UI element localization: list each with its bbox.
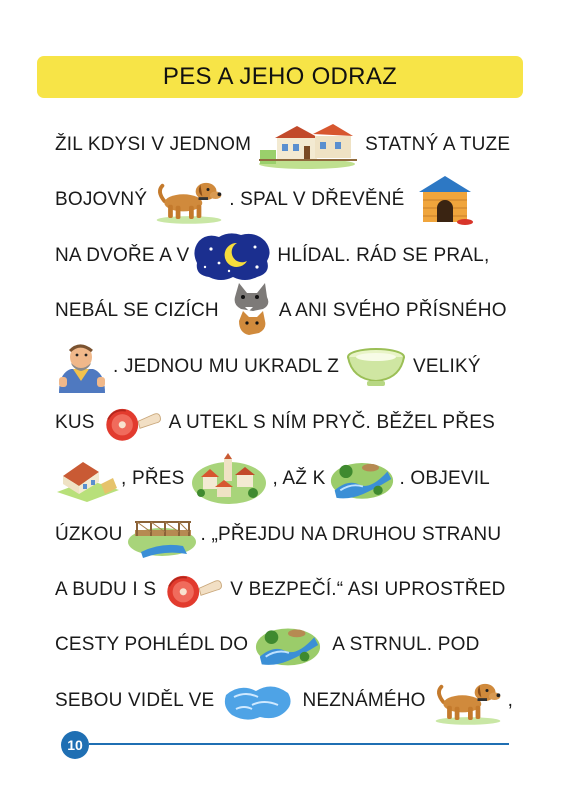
story-text: CESTY POHLÉDL DO [55, 634, 249, 655]
story-text: A STRNUL. POD [332, 634, 480, 655]
story-text: NEBÁL SE CIZÍCH [55, 300, 219, 321]
bridge-icon [127, 512, 197, 558]
story-text: , [507, 690, 514, 711]
story-line [55, 676, 513, 726]
story-text: ÚZKOU [55, 524, 123, 545]
village-icon [257, 120, 359, 170]
story-text: BOJOVNÝ [55, 189, 148, 210]
story-text: . SPAL V DŘEVĚNÉ [229, 189, 405, 210]
story-text: HLÍDAL. RÁD SE PRAL, [277, 245, 490, 266]
story-text: A UTEKL S NÍM PRYČ. BĚŽEL PŘES [168, 412, 495, 433]
story-line [55, 565, 506, 615]
story-line [55, 620, 480, 670]
story-line [55, 342, 481, 392]
meat-icon [162, 568, 224, 612]
footer-divider [89, 743, 509, 745]
night-sky-icon [193, 231, 273, 281]
story-text: A ANI SVÉHO PŘÍSNÉHO [278, 300, 507, 321]
water-icon [222, 681, 294, 721]
title-banner [37, 56, 523, 98]
story-text: V BEZPEČÍ.“ ASI UPROSTŘED [230, 579, 506, 600]
story-line [55, 120, 510, 170]
story-text: NA DVOŘE A V [55, 245, 190, 266]
dog-icon [151, 175, 227, 225]
story-text: A BUDU I S [55, 579, 157, 600]
page-title: PES A JEHO ODRAZ [162, 63, 398, 90]
story-text: ŽIL KDYSI V JEDNOM [55, 134, 252, 155]
river-icon [329, 456, 395, 502]
farm-icon [55, 454, 121, 504]
farmer-icon [55, 341, 109, 393]
story-line [55, 398, 495, 448]
story-line [55, 231, 489, 281]
story-text: , PŘES [121, 468, 185, 489]
story-text: VELIKÝ [413, 356, 481, 377]
story-text: . „PŘEJDU NA DRUHOU STRANU [200, 524, 502, 545]
story-text: STATNÝ A TUZE [365, 134, 511, 155]
dog-icon [430, 676, 506, 726]
river-icon [254, 620, 322, 670]
town-icon [191, 453, 267, 505]
story-line [55, 454, 490, 504]
story-text: NEZNÁMÉHO [302, 690, 426, 711]
meat-icon [101, 401, 163, 445]
story-text: . OBJEVIL [399, 468, 490, 489]
bowl-icon [345, 345, 407, 389]
story-text: , AŽ K [272, 468, 326, 489]
story-text: SEBOU VIDĚL VE [55, 690, 215, 711]
story-text: KUS [55, 412, 95, 433]
story-text: . JEDNOU MU UKRADL Z [113, 356, 340, 377]
story-line [55, 286, 507, 336]
page-number: 10 [61, 731, 89, 759]
story-line [55, 175, 477, 225]
wolf-and-dog-icon [225, 283, 273, 339]
story-line [55, 510, 501, 560]
doghouse-icon [413, 174, 477, 226]
